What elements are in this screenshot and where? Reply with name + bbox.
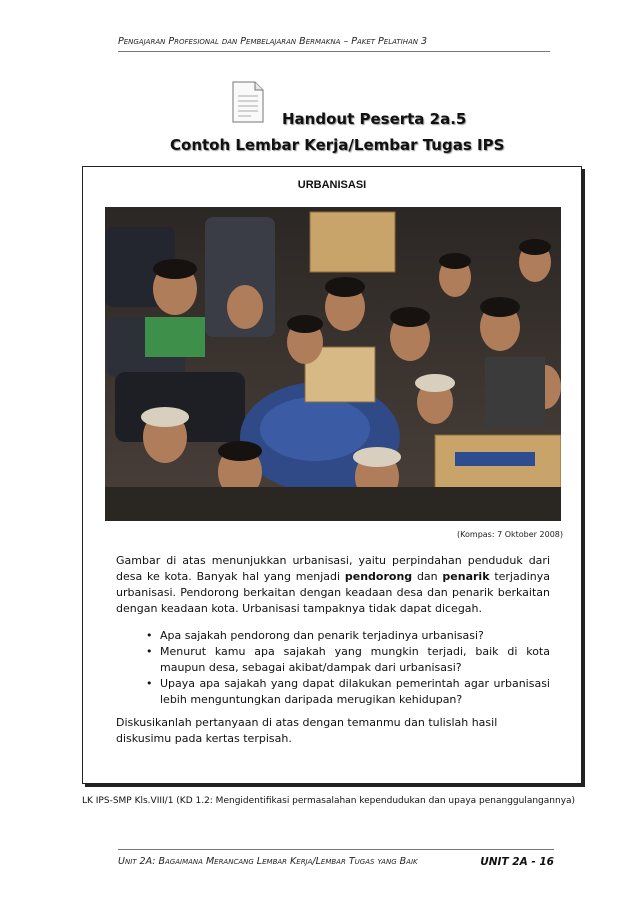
keyword-penarik: penarik <box>442 570 490 583</box>
question-list <box>116 628 550 708</box>
list-item: • Menurut kamu apa sajakah yang mungkin terjadi, baik di kota maupun desa, sebagai akibat/dampak dari urbanisasi? <box>146 645 550 674</box>
list-item: • Apa sajakah pendorong dan penarik terjadinya urbanisasi? <box>146 629 484 642</box>
photo-caption: (Kompas: 7 Oktober 2008) <box>457 530 563 539</box>
page-number: UNIT 2A - 16 <box>480 856 554 868</box>
page-header: Pengajaran Profesional dan Pembelajaran Bermakna – Paket Pelatihan 3 <box>118 36 550 52</box>
bullet-icon: • <box>146 645 153 658</box>
urbanization-photo <box>105 207 561 521</box>
handout-title: Handout Peserta 2a.5 <box>282 110 467 128</box>
worksheet-reference: LK IPS-SMP Kls.VIII/1 (KD 1.2: Mengidentifikasi permasalahan kependudukan dan upaya penanggulangannya) <box>82 796 576 806</box>
worksheet-heading: URBANISASI <box>297 179 367 191</box>
handout-subtitle: Contoh Lembar Kerja/Lembar Tugas IPS <box>170 136 505 154</box>
keyword-pendorong: pendorong <box>344 570 413 583</box>
worksheet-frame <box>82 166 582 784</box>
list-item: • Upaya apa sajakah yang dapat dilakukan pemerintah agar urbanisasi lebih menguntungkan daripada merugikan kehidupan? <box>146 677 550 706</box>
page-footer <box>118 849 554 867</box>
intro-paragraph: Gambar di atas menunjukkan urbanisasi, yaitu perpindahan penduduk dari desa ke kota. Banyak hal yang menjadi pendorong dan penarik terjadinya urbanisasi. Pendorong berkaitan dengan keadaan desa dan penarik berkaitan dengan keadaan kota. Urbanisasi tampaknya tidak dapat dicegah. <box>116 554 550 615</box>
closing-instruction: Diskusikanlah pertanyaan di atas dengan temanmu dan tulislah hasil diskusimu pada kertas terpisah. <box>116 716 498 745</box>
bullet-icon: • <box>146 677 153 690</box>
footer-unit-title: Unit 2A: Bagaimana Merancang Lembar Kerja/Lembar Tugas yang Baik <box>118 856 418 867</box>
document-icon <box>229 80 267 124</box>
bullet-icon: • <box>146 629 153 642</box>
